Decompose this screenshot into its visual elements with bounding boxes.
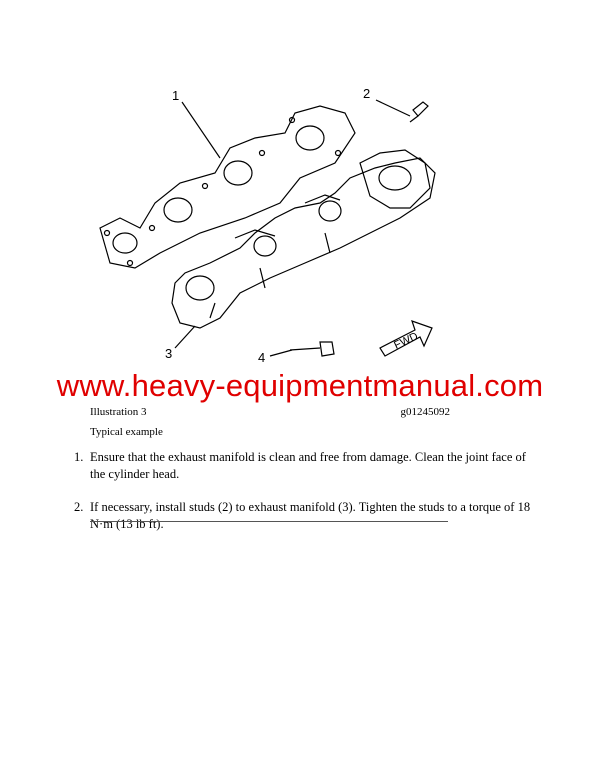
step-text: If necessary, install studs (2) to exhaust manifold (3). Tighten the studs to a torque of 18 N·m (13 lb ft). <box>90 500 531 531</box>
illustration-title: Illustration 3 <box>90 406 147 418</box>
illustration-subtitle: Typical example <box>90 426 163 438</box>
leader-line-1 <box>182 102 220 158</box>
illustration-ref: g01245092 <box>400 406 450 418</box>
leader-line-3 <box>175 326 195 348</box>
gasket-part <box>100 106 355 268</box>
step-text: Ensure that the exhaust manifold is clean and free from damage. Clean the joint face of the cylinder head. <box>90 450 526 481</box>
callout-4: 4 <box>258 350 266 365</box>
step-item <box>74 499 534 533</box>
exhaust-manifold-illustration <box>80 78 540 378</box>
callout-1: 1 <box>172 88 180 103</box>
section-divider <box>90 521 448 522</box>
leader-line-2 <box>376 100 410 116</box>
callout-3: 3 <box>165 346 173 361</box>
step-item <box>74 449 534 483</box>
procedure-steps <box>74 449 534 549</box>
step-number: 2. <box>74 500 84 514</box>
watermark-url: www.heavy-equipmentmanual.com <box>56 368 544 403</box>
callout-2: 2 <box>363 86 371 101</box>
bolt-part <box>290 342 334 356</box>
step-number: 1. <box>74 450 84 464</box>
stud-part <box>410 102 428 122</box>
figure-caption <box>90 406 450 418</box>
leader-line-4 <box>270 350 292 356</box>
fwd-label: FWD <box>392 330 420 352</box>
